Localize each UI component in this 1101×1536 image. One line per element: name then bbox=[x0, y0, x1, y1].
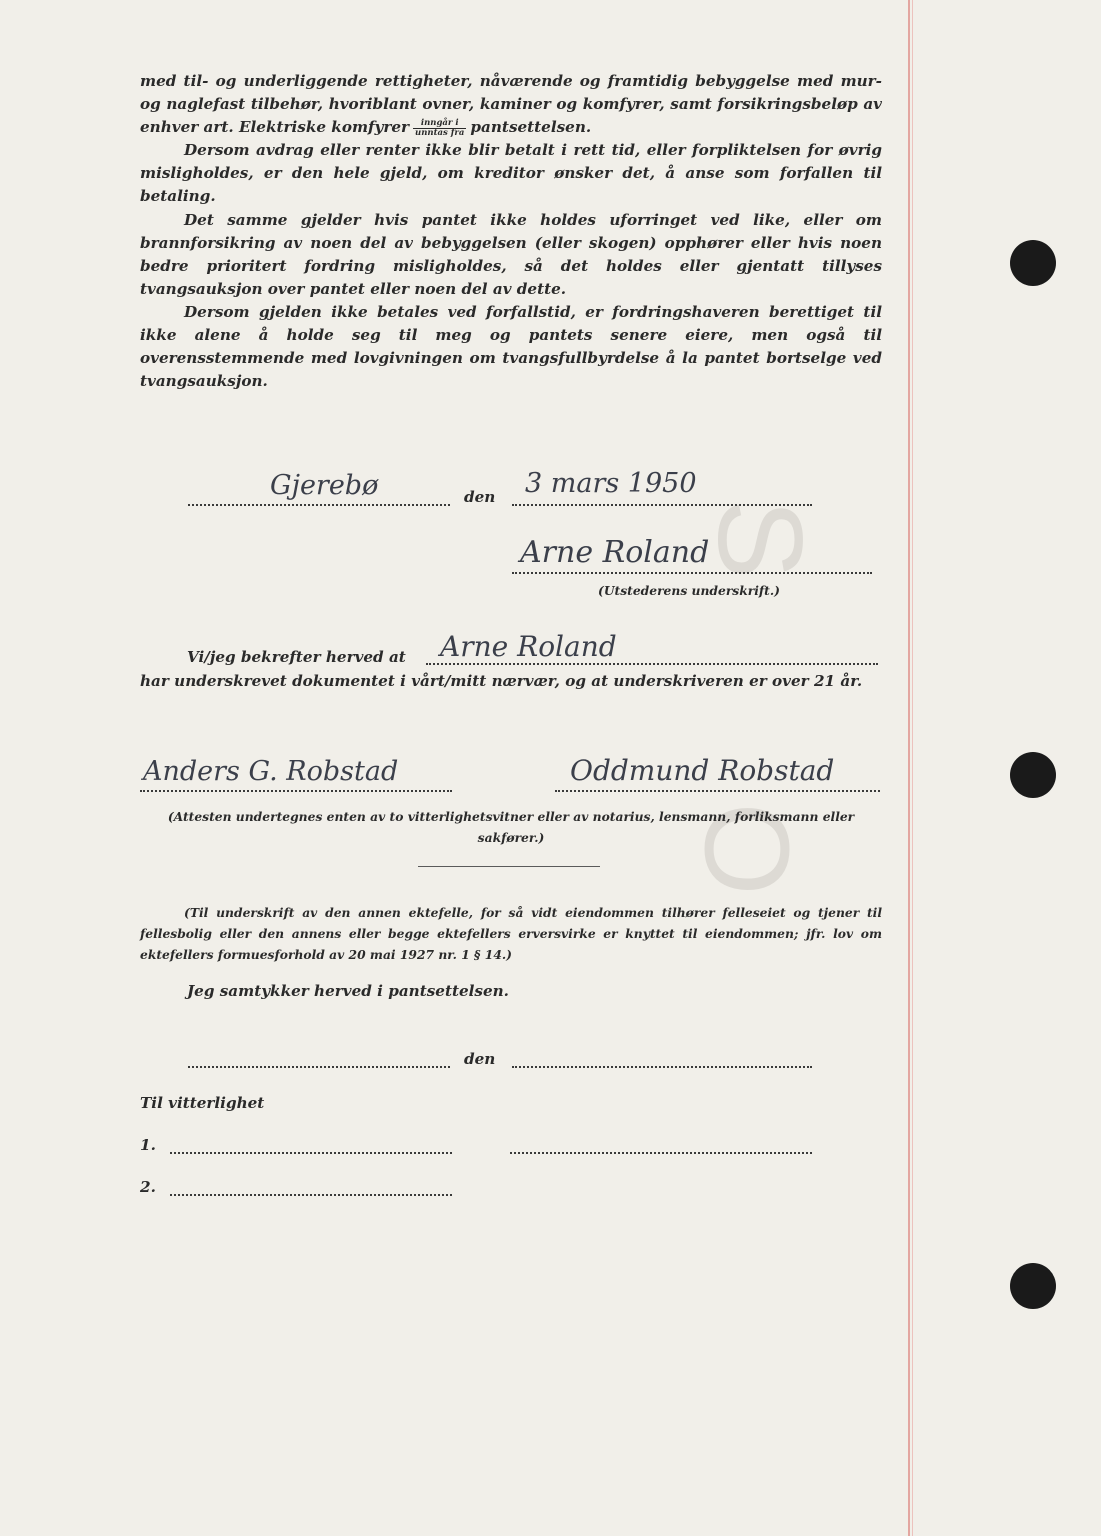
bleed-through-mark: O bbox=[679, 802, 814, 896]
handwritten-place: Gjerebø bbox=[270, 470, 379, 501]
den-label: den bbox=[464, 488, 496, 506]
spouse-place-line bbox=[188, 1064, 450, 1068]
issuer-signature-caption: (Utstederens underskrift.) bbox=[598, 583, 780, 598]
fraction-choice bbox=[413, 119, 466, 138]
witness2-signature: Oddmund Robstad bbox=[570, 754, 835, 787]
section-divider bbox=[418, 866, 600, 867]
til-vitterlighet-label: Til vitterlighet bbox=[140, 1094, 265, 1112]
spouse-note: (Til underskrift av den annen ektefelle, for så vidt eiendommen tilhører felleseiet og tjener til fellesbolig eller den annens eller begge ektefellers erversvirke er knyttet til eiendommen; jfr. lov om ektefellers formuesforhold av 20 mai 1927 nr. 1 § 14.) bbox=[140, 905, 882, 962]
paragraph-insurance: Det samme gjelder hvis pantet ikke holdes uforringet ved like, eller om brannforsikring av noen del av bebyggelsen (eller skogen) opphører eller hvis noen bedre prioritert fordring misligholdes, så det holdes eller gjentatt tillyses tvangsauksjon over pantet eller noen del av dette. bbox=[140, 210, 882, 298]
bleed-through-mark: S bbox=[693, 498, 828, 580]
witness2-line bbox=[555, 788, 880, 792]
witness-note: (Attesten undertegnes enten av to vitterlighetsvitner eller av notarius, lensmann, forliksmann eller sakfører.) bbox=[167, 809, 855, 845]
fraction-bottom: unntas fra bbox=[415, 127, 465, 138]
spouse-date-line bbox=[512, 1064, 812, 1068]
witness-line-1-label: 1. bbox=[140, 1136, 156, 1154]
punch-hole-bottom bbox=[1010, 1263, 1056, 1309]
paragraph-foreclosure: Dersom gjelden ikke betales ved forfallstid, er fordringshaveren berettiget til ikke alene å holde seg til meg og pantets senere eiere, men også til overensstemmende med lovgivningen om tvangsfullbyrdelse å la pantet bortselge ved tvangsauksjon. bbox=[140, 302, 882, 391]
paragraph-text: med til- og underliggende rettigheter, nåværende og framtidig bebyggelse med mur- og naglefast tilbehør, hvoriblant ovner, kaminer og komfyrer, samt forsikringsbeløp av enhver art. Elektriske komfyrer bbox=[140, 72, 882, 137]
confirmation-signature: Arne Roland bbox=[440, 630, 617, 663]
spouse-witness1-name-line bbox=[170, 1150, 452, 1154]
paragraph-default: Dersom avdrag eller renter ikke blir betalt i rett tid, eller forpliktelsen for øvrig misligholdes, er den hele gjeld, om kreditor ønsker det, å anse som forfallen til betaling. bbox=[140, 141, 882, 206]
mortgage-terms-text bbox=[140, 70, 882, 393]
place-dotted-line bbox=[188, 502, 450, 506]
confirmation-lead: Vi/jeg bekrefter herved at bbox=[187, 648, 406, 666]
witness-line-2-label: 2. bbox=[140, 1178, 156, 1196]
issuer-signature-line bbox=[512, 570, 872, 574]
red-margin-line-secondary bbox=[912, 0, 913, 1536]
spouse-witness2-name-line bbox=[170, 1192, 452, 1196]
witness1-line bbox=[140, 788, 452, 792]
paragraph-text: pantsettelsen. bbox=[470, 118, 592, 137]
date-dotted-line bbox=[512, 502, 812, 506]
spouse-witness1-address-line bbox=[510, 1150, 812, 1154]
spouse-consent: Jeg samtykker herved i pantsettelsen. bbox=[187, 982, 509, 1000]
paragraph-property-rights bbox=[140, 70, 882, 139]
confirmation-text: har underskrevet dokumentet i vårt/mitt nærvær, og at underskriveren er over 21 år. bbox=[140, 672, 863, 690]
spouse-den-label: den bbox=[464, 1050, 496, 1068]
witness1-signature: Anders G. Robstad bbox=[143, 756, 399, 787]
issuer-signature: Arne Roland bbox=[520, 535, 710, 570]
fraction-top: inngår i bbox=[413, 119, 466, 129]
handwritten-date: 3 mars 1950 bbox=[525, 468, 697, 499]
red-margin-line bbox=[908, 0, 910, 1536]
punch-hole-top bbox=[1010, 240, 1056, 286]
punch-hole-middle bbox=[1010, 752, 1056, 798]
